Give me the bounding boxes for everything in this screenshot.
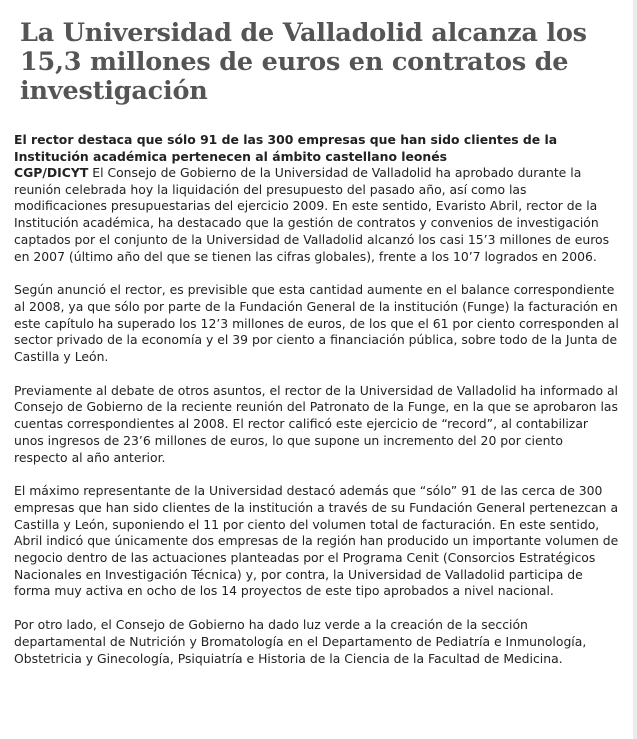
article-body bbox=[14, 132, 620, 684]
article-subtitle: El rector destaca que sólo 91 de las 300 empresas que han sido clientes de la Institución académica pertenecen al ámbito castellano leonés bbox=[14, 132, 558, 164]
article-byline: CGP/DICYT bbox=[14, 165, 89, 180]
article-paragraph-3: Previamente al debate de otros asuntos, el rector de la Universidad de Valladolid ha informado al Consejo de Gobierno de la reciente reunión del Patronato de la Funge, en la que se aprobaron las cuentas correspondientes al 2008. El rector calificó este ejercicio de “record”, al contabilizar unos ingresos de 23’6 millones de euros, lo que supone un incremento del 20 por ciento respecto al año anterior. bbox=[14, 382, 618, 465]
article-paragraph-5: Por otro lado, el Consejo de Gobierno ha dado luz verde a la creación de la sección departamental de Nutrición y Bromatología en el Departamento de Pediatría e Inmunología, Obstetricia y Ginecología, Psiquiatría e Historia de la Ciencia de la Facultad de Medicina. bbox=[14, 617, 587, 666]
article-title: La Universidad de Valladolid alcanza los 15,3 millones de euros en contratos de investigación bbox=[20, 18, 587, 106]
article-paragraph-1 bbox=[14, 165, 620, 265]
article-paragraph-2: Según anunció el rector, es previsible que esta cantidad aumente en el balance correspondiente al 2008, ya que sólo por parte de la Fundación General de la institución (Funge) la facturación en este capítulo ha superado los 12’3 millones de euros, de los que el 61 por ciento corresponden al sector privado de la economía y el 39 por ciento a financiación pública, sobre todo de la Junta de Castilla y León. bbox=[14, 282, 619, 365]
article-paragraph-4: El máximo representante de la Universidad destacó además que “sólo” 91 de las cerca de 300 empresas que han sido clientes de la institución a través de su Fundación General pertenezcan a Castilla y León, suponiendo el 11 por ciento del volumen total de facturación. En este sentido, Abril indicó que únicamente dos empresas de la región han producido un importante volumen de negocio dentro de las actuaciones planteadas por el Programa Cenit (Consorcios Estratégicos Nacionales en Investigación Técnica) y, por contra, la Universidad de Valladolid participa de forma muy activa en ocho de los 14 proyectos de este tipo aprobados a nivel nacional. bbox=[14, 483, 619, 599]
page-edge-divider bbox=[633, 0, 637, 739]
paragraph-1-text: El Consejo de Gobierno de la Universidad de Valladolid ha aprobado durante la reunión celebrada hoy la liquidación del presupuesto del pasado año, así como las modificaciones presupuestarias del ejercicio 2009. En este sentido, Evaristo Abril, rector de la Institución académica, ha destacado que la gestión de contratos y convenios de investigación captados por el conjunto de la Universidad de Valladolid alcanzó los casi 15’3 millones de euros en 2007 (último año del que se tienen las cifras globales), frente a los 10’7 logrados en 2006. bbox=[14, 165, 610, 264]
